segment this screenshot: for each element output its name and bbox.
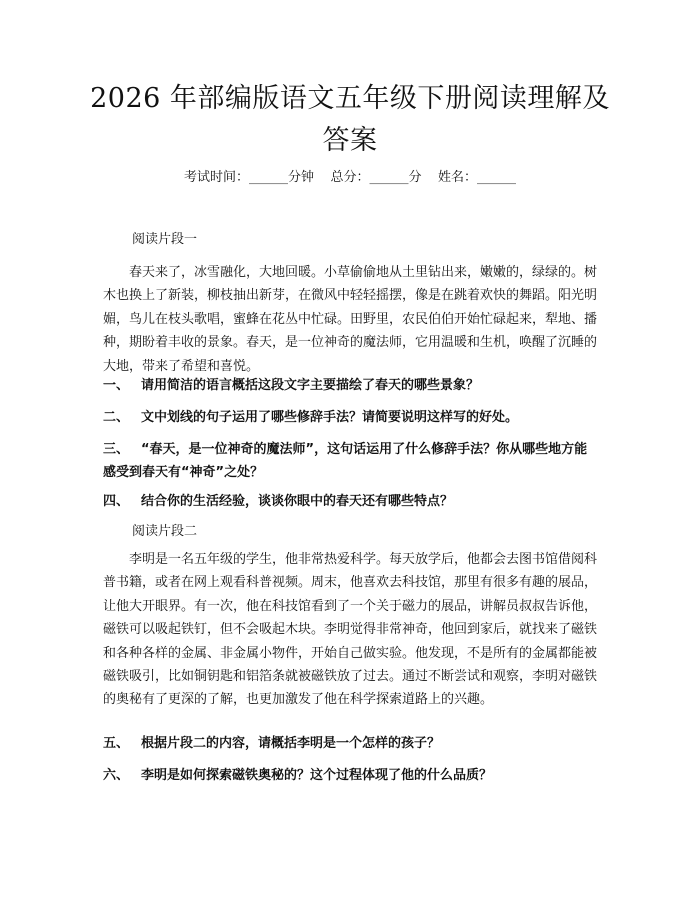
question-2 bbox=[103, 406, 597, 429]
question-6 bbox=[103, 764, 597, 787]
question-4 bbox=[103, 490, 597, 513]
question-number: 五、 bbox=[103, 736, 130, 751]
question-number: 一、 bbox=[103, 378, 130, 393]
page-title: 2026 年部编版语文五年级下册阅读理解及答案 bbox=[90, 83, 610, 156]
question-number: 四、 bbox=[103, 494, 130, 509]
reading-passage-1: 春天来了，冰雪融化，大地回暖。小草偷偷地从土里钻出来，嫩嫩的，绿绿的。树木也换上了新装，柳枝抽出新芽，在微风中轻轻摇摆，像是在跳着欢快的舞蹈。阳光明媚，鸟儿在枝头歌唱，蜜蜂在花丛中忙碌。田野里，农民伯伯开始忙碌起来，犁地、播种，期盼着丰收的景象。春天，是一位神奇的魔法师，它用温暖和生机，唤醒了沉睡的大地，带来了希望和喜悦。 bbox=[103, 265, 598, 374]
question-text: “春天，是一位神奇的魔法师”，这句话运用了什么修辞手法？你从哪些地方能感受到春天有“神奇”之处？ bbox=[103, 442, 588, 481]
question-text: 李明是如何探索磁铁奥秘的？这个过程体现了他的什么品质？ bbox=[141, 768, 493, 783]
question-number: 六、 bbox=[103, 768, 130, 783]
question-text: 文中划线的句子运用了哪些修辞手法？请简要说明这样写的好处。 bbox=[141, 410, 519, 425]
question-text: 请用简洁的语言概括这段文字主要描绘了春天的哪些景象？ bbox=[141, 378, 480, 393]
question-number: 二、 bbox=[103, 410, 130, 425]
question-1 bbox=[103, 374, 597, 397]
question-3 bbox=[103, 438, 597, 485]
section-label-1: 阅读片段一 bbox=[132, 232, 198, 247]
exam-info-line: 考试时间：______分钟 总分：______分 姓名：______ bbox=[183, 170, 517, 185]
reading-passage-2: 李明是一名五年级的学生，他非常热爱科学。每天放学后，他都会去图书馆借阅科普书籍，或者在网上观看科普视频。周末，他喜欢去科技馆，那里有很多有趣的展品，让他大开眼界。有一次，他在科技馆看到了一个关于磁力的展品，讲解员叔叔告诉他，磁铁可以吸起铁钉，但不会吸起木块。李明觉得非常神奇，他回到家后，就找来了磁铁和各种各样的金属、非金属小物件，开始自己做实验。他发现，不是所有的金属都能被磁铁吸引，比如铜钥匙和铝箔条就被磁铁放了过去。通过不断尝试和观察，李明对磁铁的奥秘有了更深的了解，也更加激发了他在科学探索道路上的兴趣。 bbox=[103, 552, 598, 708]
question-5 bbox=[103, 732, 597, 755]
question-number: 三、 bbox=[103, 442, 130, 457]
section-label-2: 阅读片段二 bbox=[132, 524, 198, 539]
question-text: 根据片段二的内容，请概括李明是一个怎样的孩子？ bbox=[141, 736, 441, 751]
question-text: 结合你的生活经验，谈谈你眼中的春天还有哪些特点？ bbox=[141, 494, 454, 509]
